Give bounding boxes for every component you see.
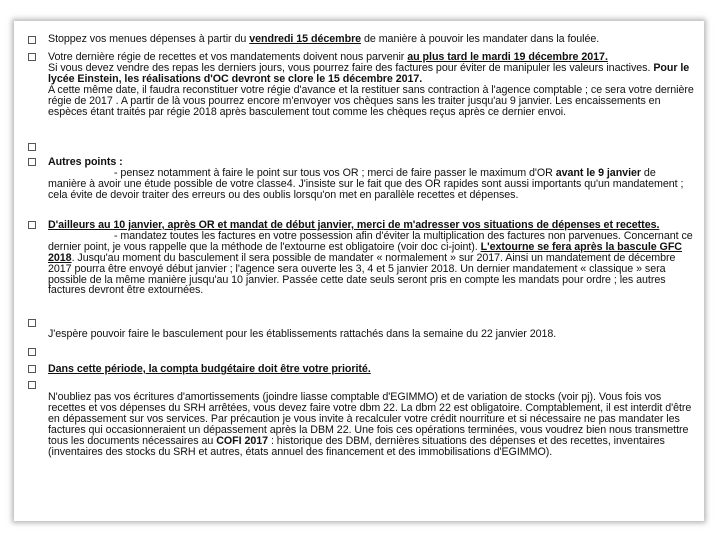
bullet-checkbox-icon bbox=[28, 158, 36, 166]
paragraph-autres-points: Autres points : - pensez notamment à faire le point sur tous vos OR ; merci de faire passer le maximum d'OR avant le 9 janvier de manière à avoir une étude possible de votre classe4. J'insiste sur le fait que des OR rapides sont aussi importants qu'un mandatement ; cela évite de devoir traiter des erreurs ou des oublis lorsqu'on met en parallèle recettes et dépenses. bbox=[48, 156, 684, 201]
paragraph-10-janvier: D'ailleurs au 10 janvier, après OR et mandat de début janvier, merci de m'adresser vos situations de dépenses et recettes. - mandatez toutes les factures en votre possession afin d'éviter la multiplication des factures non parvenues. Concernant ce dernier point, je vous rappelle que la méthode de l'extourne est obligatoire (voir doc ci-joint). L'extourne se fera après la bascule GFC 2018. Jusqu'au moment du basculement il sera possible de mandater « normalement » sur 2017. Ainsi un mandatement de décembre 2017 pourra être envoyé début janvier ; l'agence sera ouverte les 3, 4 et 5 janvier 2018. Un dernier mandatement « classique » sera possible de la même manière jusqu'au 10 janvier. Passée cette date seuls seront pris en compte les mandats pour ordre ; les autres factures devront être extournées. bbox=[48, 219, 693, 297]
bullet-checkbox-icon bbox=[28, 143, 36, 151]
paragraph-last-regie: Votre dernière régie de recettes et vos mandatements doivent nous parvenir au plus tard le mardi 19 décembre 2017. Si vous devez vendre des repas les derniers jours, vous pourrez faire des factures pour éviter de manipuler les valeurs inactives. Pour le lycée Einstein, les réalisations d'OC devront se clore le 15 décembre 2017. A cette même date, il faudra reconstituer votre régie d'avance et la restituer sans contraction à l'agence comptable ; ce sera votre dernière régie de 2017 . A partir de là vous pourrez encore m'envoyer vos chèques sans les traiter jusqu'au 9 janvier. Les encaissements en espèces étant traités par régie 2018 après basculement tout comme les chèques reçus après ce dernier envoi. bbox=[48, 51, 694, 118]
bullet-checkbox-icon bbox=[28, 365, 36, 373]
bullet-checkbox-icon bbox=[28, 36, 36, 44]
paragraph-amortissements: N'oubliez pas vos écritures d'amortissements (joindre liasse comptable d'EGIMMO) et de variation de stocks (voir pj). Vous fois vos recettes et vos dépenses du SRH arrêtées, vous devez faire votre dbm 22. La dbm 22 est obligatoire. Comptablement, il est interdit d'être en dépassement sur vos services. Par précaution je vous invite à recalculer votre crédit nourriture et si nécessaire ne pas mandater les factures qui occasionneraient un dépassement après la DBM 22. Une fois ces opérations terminées, vous voudrez bien nous transmettre tous les documents nécessaires au COFI 2017 : historique des DBM, dernières situations des dépenses et des recettes, inventaires (inventaires des stocks du SRH et autres, états annuel des financement et des immobilisations d'EGIMMO). bbox=[48, 391, 692, 458]
bullet-checkbox-icon bbox=[28, 381, 36, 389]
paragraph-stop-expenses: Stoppez vos menues dépenses à partir du vendredi 15 décembre de manière à pouvoir les mandater dans la foulée. bbox=[48, 33, 600, 45]
paragraph-basculement-rattaches: J'espère pouvoir faire le basculement pour les établissements rattachés dans la semaine du 22 janvier 2018. bbox=[48, 328, 557, 340]
bullet-checkbox-icon bbox=[28, 221, 36, 229]
bullet-checkbox-icon bbox=[28, 319, 36, 327]
bullet-checkbox-icon bbox=[28, 53, 36, 61]
paragraph-priorite: Dans cette période, la compta budgétaire doit être votre priorité. bbox=[48, 363, 371, 375]
bullet-checkbox-icon bbox=[28, 348, 36, 356]
